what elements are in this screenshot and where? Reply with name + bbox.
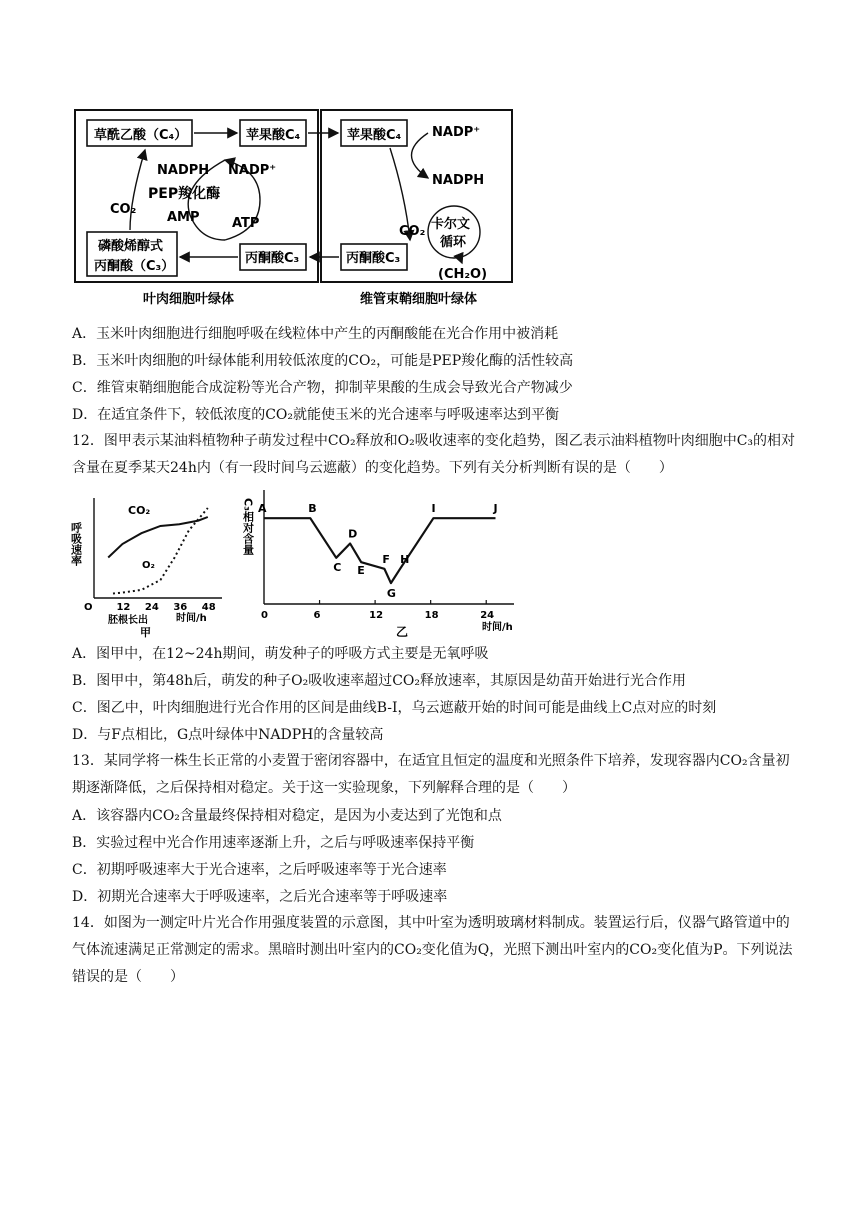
c4-pathway-diagram	[60, 100, 520, 310]
point-label-d: D	[348, 527, 358, 541]
pep-enzyme-label: PEP羧化酶	[148, 186, 221, 202]
x-tick-label: 36	[173, 602, 188, 613]
x-tick-label: 24	[480, 610, 495, 621]
q12-stem: 12．图甲表示某油料植物种子萌发过程中CO₂释放和O₂吸收速率的变化趋势，图乙表示油料植物叶肉细胞中C₃的相对含量在夏季某天24h内（有一段时间乌云遮蔽）的变化趋势。下列有关分析判断有误的是（ ）	[72, 433, 796, 476]
atp-label: ATP	[232, 216, 260, 231]
nadph-label-1: NADPH	[157, 163, 210, 178]
q12-option-c: C．图乙中，叶肉细胞进行光合作用的区间是曲线B-I，乌云遮蔽开始的时间可能是曲线上C点对应的时刻	[72, 700, 717, 716]
x-tick-label: 6	[313, 610, 321, 621]
x-tick-label: O	[84, 602, 93, 613]
amp-label: AMP	[167, 210, 200, 225]
point-label-b: B	[308, 502, 317, 516]
co2-to-oaa-arrow	[130, 150, 145, 230]
point-label-i: I	[431, 502, 436, 516]
q12-option-a: A．图甲中，在12~24h期间，萌发种子的呼吸方式主要是无氧呼吸	[72, 646, 489, 662]
mesophyll-caption: 叶肉细胞叶绿体	[143, 292, 235, 307]
q13-option-d: D．初期光合速率大于呼吸速率，之后光合速率等于呼吸速率	[72, 889, 448, 905]
q12-option-b: B．图甲中，第48h后，萌发的种子O₂吸收速率超过CO₂释放速率，其原因是幼苗开始进行光合作用	[72, 673, 687, 689]
o2-series-label: O₂	[142, 560, 155, 571]
nadp-to-nadph-arrow	[412, 133, 429, 178]
chart-yi	[238, 488, 528, 639]
x-tick-label: 12	[116, 602, 131, 613]
y-axis-label: 呼吸速率	[69, 522, 83, 566]
point-label-c: C	[333, 560, 342, 574]
x-tick-label: 18	[424, 610, 439, 621]
q13-option-a: A．该容器内CO₂含量最终保持相对稳定，是因为小麦达到了光饱和点	[72, 808, 502, 824]
q11-option-c: C．维管束鞘细胞能合成淀粉等光合产物，抑制苹果酸的生成会导致光合产物减少	[72, 380, 573, 396]
q12-option-d: D．与F点相比，G点叶绿体中NADPH的含量较高	[72, 727, 384, 743]
oaa-label: 草酰乙酸（C₄）	[94, 128, 188, 143]
pep-label-1: 磷酸烯醇式	[98, 239, 164, 254]
x-annotation: 胚根长出	[108, 615, 148, 626]
calvin-to-ch2o-arrow	[460, 258, 462, 263]
ch2o-label: (CH₂O)	[438, 267, 488, 282]
chart-title: 乙	[396, 625, 409, 639]
co2-series-label: CO₂	[128, 504, 151, 517]
point-label-g: G	[386, 587, 396, 601]
x-axis-label: 时间/h	[482, 622, 513, 633]
x-tick-label: 48	[201, 602, 216, 613]
point-label-j: J	[493, 502, 498, 516]
pyruvate-label-2: 丙酮酸C₃	[346, 251, 401, 266]
calvin-cycle-circle	[428, 206, 480, 258]
nadp-label-1: NADP⁺	[228, 163, 277, 178]
x-tick-label: 0	[261, 610, 268, 621]
co2-label-1: CO₂	[110, 202, 137, 217]
co2-label-2: CO₂	[399, 224, 426, 239]
x-axis-label: 时间/h	[176, 613, 207, 624]
point-label-h: H	[400, 552, 410, 566]
calvin-label-1: 卡尔文	[431, 217, 471, 232]
bundle-sheath-caption: 维管束鞘细胞叶绿体	[360, 292, 478, 307]
pyruvate-label-1: 丙酮酸C₃	[245, 251, 300, 266]
q11-option-a: A．玉米叶肉细胞进行细胞呼吸在线粒体中产生的丙酮酸能在光合作用中被消耗	[72, 326, 559, 342]
calvin-label-2: 循环	[440, 235, 467, 250]
malate-label-1: 苹果酸C₄	[246, 128, 301, 143]
q11-option-b: B．玉米叶肉细胞的叶绿体能利用较低浓度的CO₂，可能是PEP羧化酶的活性较高	[72, 353, 574, 369]
q11-option-d: D．在适宜条件下，较低浓度的CO₂就能使玉米的光合速率与呼吸速率达到平衡	[72, 407, 560, 423]
point-label-a: A	[258, 502, 267, 516]
point-label-f: F	[382, 552, 390, 566]
nadph-label-2: NADPH	[432, 173, 485, 188]
q13-option-c: C．初期呼吸速率大于光合速率，之后呼吸速率等于光合速率	[72, 862, 447, 878]
pep-label-2: 丙酮酸（C₃）	[94, 259, 175, 274]
malate-label-2: 苹果酸C₄	[347, 128, 402, 143]
x-tick-label: 12	[369, 610, 384, 621]
chart-jia	[69, 488, 232, 639]
q14-stem: 14．如图为一测定叶片光合作用强度装置的示意图，其中叶室为透明玻璃材料制成。装置运行后，仪器气路管道中的气体流速满足正常测定的需求。黑暗时测出叶室内的CO₂变化值为Q，光照下测出叶室内的CO₂变化值为P。下列说法错误的是（ ）	[72, 915, 793, 985]
co2-series-line	[108, 517, 208, 558]
q13-option-b: B．实验过程中光合作用速率逐渐上升，之后与呼吸速率保持平衡	[72, 835, 475, 851]
point-label-e: E	[357, 564, 365, 578]
q13-stem: 13．某同学将一株生长正常的小麦置于密闭容器中，在适宜且恒定的温度和光照条件下培养，发现容器内CO₂含量初期逐渐降低，之后保持相对稳定。关于这一实验现象，下列解释合理的是（ ）	[72, 753, 790, 796]
chart-title: 甲	[140, 626, 151, 639]
y-axis-label: C₃相对含量	[241, 498, 255, 555]
c3-series-line	[264, 518, 496, 583]
nadp-label-2: NADP⁺	[432, 125, 481, 140]
x-tick-label: 24	[144, 602, 159, 613]
